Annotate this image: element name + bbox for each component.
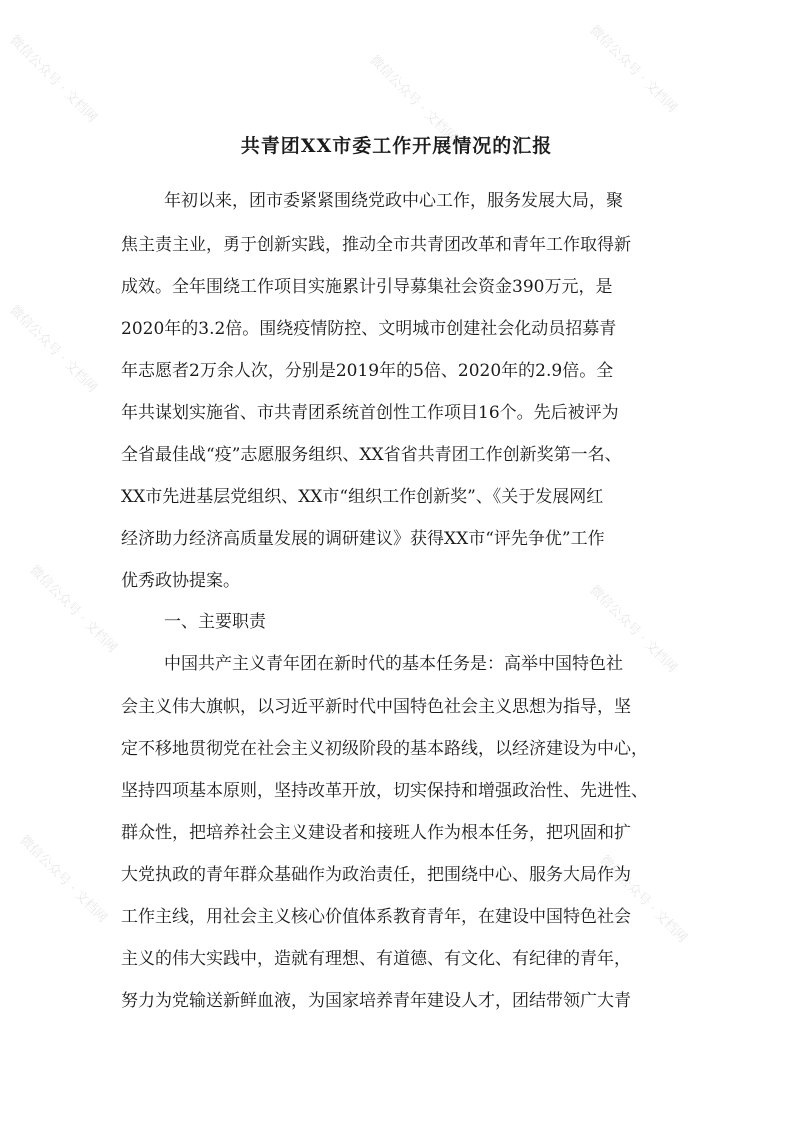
body-line: 焦主责主业，勇于创新实践，推动全市共青团改革和青年工作取得新 [121, 235, 631, 255]
watermark: 微信公众号 · 文档网 [586, 22, 680, 116]
body-line: 年初以来，团市委紧紧围绕党政中心工作，服务发展大局，聚 [164, 191, 623, 211]
document-title: 共青团XX市委工作开展情况的汇报 [240, 135, 553, 157]
body-line: 群众性，把培养社会主义建设者和接班人作为根本任务，把巩固和扩 [121, 823, 631, 843]
watermark: 微信公众号 · 文档网 [6, 302, 100, 396]
body-line: 工作主线，用社会主义核心价值体系教育青年，在建设中国特色社会 [121, 907, 631, 927]
body-line: 大党执政的青年群众基础作为政治责任，把围绕中心、服务大局作为 [121, 865, 631, 885]
section-heading: 一、主要职责 [164, 612, 266, 632]
watermark: 微信公众号 · 文档网 [6, 32, 100, 126]
watermark: 微信公众号 · 文档网 [596, 852, 690, 946]
watermark: 微信公众号 · 文档网 [16, 832, 110, 926]
body-line: 年志愿者2万余人次，分别是2019年的5倍、2020年的2.9倍。全 [121, 361, 614, 381]
body-line: 2020年的3.2倍。围绕疫情防控、文明城市创建社会化动员招募青 [121, 319, 617, 339]
body-line: 优秀政协提案。 [121, 571, 240, 591]
body-line: 定不移地贯彻党在社会主义初级阶段的基本路线，以经济建设为中心， [121, 739, 648, 759]
watermark: 微信公众号 · 文档网 [366, 52, 460, 146]
body-line: 中国共产主义青年团在新时代的基本任务是：高举中国特色社 [164, 654, 623, 674]
watermark: 微信公众号 · 文档网 [26, 562, 120, 656]
watermark: 微信公众号 · 文档网 [586, 582, 680, 676]
body-line: 年共谋划实施省、市共青团系统首创性工作项目16个。先后被评为 [121, 403, 619, 423]
body-line: 主义的伟大实践中，造就有理想、有道德、有文化、有纪律的青年， [121, 949, 631, 969]
body-line: 全省最佳战“疫”志愿服务组织、XX省省共青团工作创新奖第一名、 [121, 445, 622, 465]
body-line: 会主义伟大旗帜，以习近平新时代中国特色社会主义思想为指导，坚 [121, 697, 631, 717]
body-line: 成效。全年围绕工作项目实施累计引导募集社会资金390万元，是 [121, 277, 613, 297]
body-line: 坚持四项基本原则，坚持改革开放，切实保持和增强政治性、先进性、 [121, 781, 648, 801]
body-line: 经济助力经济高质量发展的调研建议》获得XX市“评先争优”工作 [121, 529, 605, 549]
body-line: 努力为党输送新鲜血液，为国家培养青年建设人才，团结带领广大青 [121, 991, 631, 1011]
body-line: XX市先进基层党组织、XX市“组织工作创新奖”、《关于发展网红 [121, 487, 604, 507]
